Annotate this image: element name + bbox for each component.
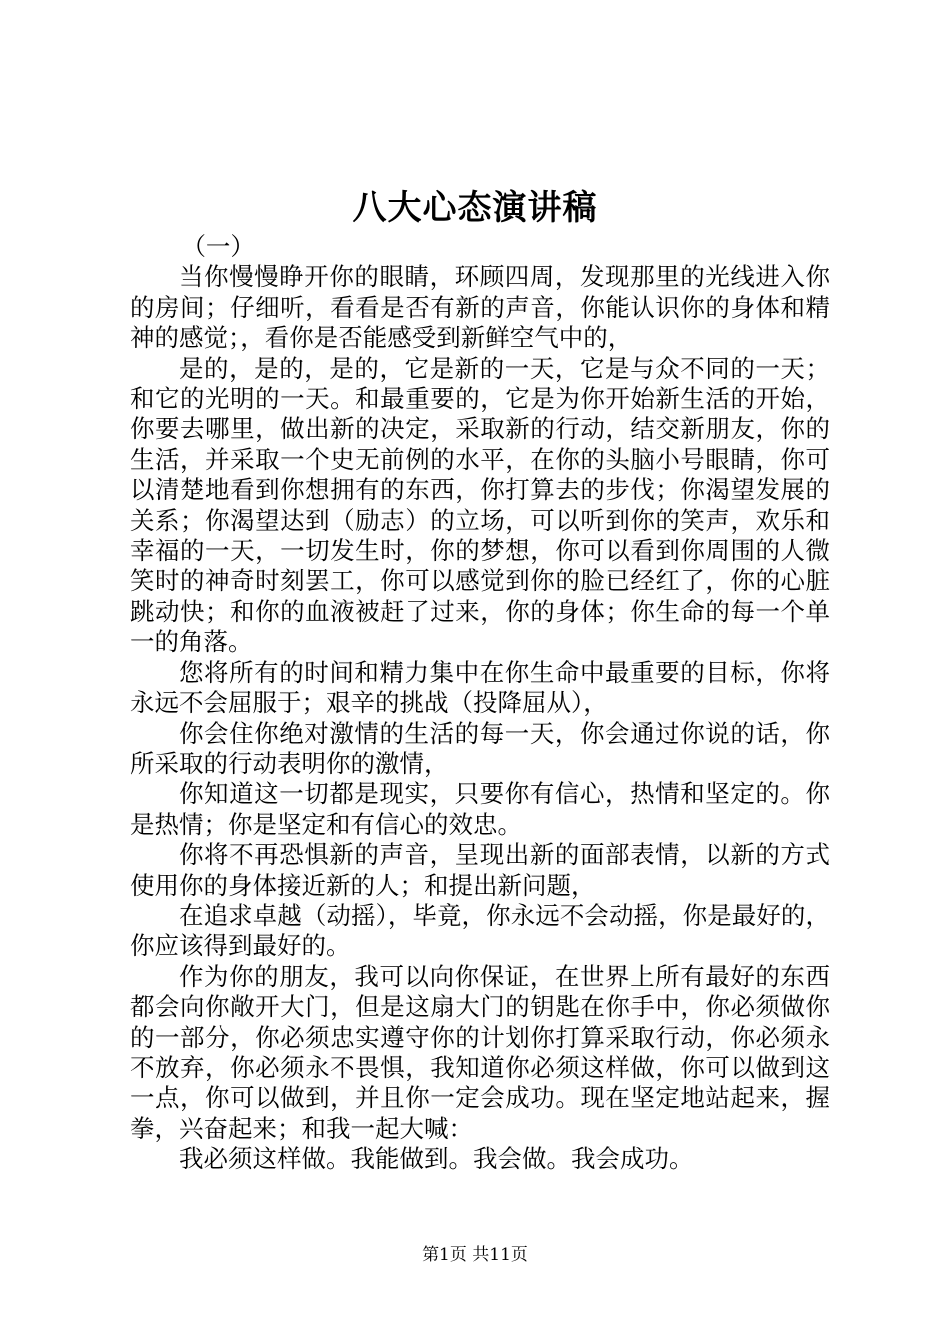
page-footer: 第1页 共11页	[422, 1245, 528, 1265]
paragraph-6: 你将不再恐惧新的声音，呈现出新的面部表情，以新的方式使用你的身体接近新的人；和提出新问题，	[130, 840, 830, 900]
document-body	[130, 232, 830, 1175]
paragraph-2: 是的，是的，是的，它是新的一天，它是与众不同的一天；和它的光明的一天。和最重要的，它是为你开始新生活的开始，你要去哪里，做出新的决定，采取新的行动，结交新朋友，你的生活，并采取一个史无前例的水平，在你的头脑小号眼睛，你可以清楚地看到你想拥有的东西，你打算去的步伐；你渴望发展的关系；你渴望达到（励志）的立场，可以听到你的笑声，欢乐和幸福的一天，一切发生时，你的梦想，你可以看到你周围的人微笑时的神奇时刻罢工，你可以感觉到你的脸已经红了，你的心脏跳动快；和你的血液被赶了过来，你的身体；你生命的每一个单一的角落。	[130, 353, 830, 657]
paragraph-8: 作为你的朋友，我可以向你保证，在世界上所有最好的东西都会向你敞开大门，但是这扇大门的钥匙在你手中，你必须做你的一部分，你必须忠实遵守你的计划你打算采取行动，你必须永不放弃，你必须永不畏惧，我知道你必须这样做，你可以做到这一点，你可以做到，并且你一定会成功。现在坚定地站起来，握拳，兴奋起来；和我一起大喊：	[130, 961, 830, 1143]
paragraph-5: 你知道这一切都是现实，只要你有信心，热情和坚定的。你是热情；你是坚定和有信心的效忠。	[130, 779, 830, 839]
paragraph-7: 在追求卓越（动摇），毕竟，你永远不会动摇，你是最好的，你应该得到最好的。	[130, 900, 830, 961]
paragraph-1: 当你慢慢睁开你的眼睛，环顾四周，发现那里的光线进入你的房间；仔细听，看看是否有新的声音，你能认识你的身体和精神的感觉；，看你是否能感受到新鲜空气中的，	[130, 262, 830, 353]
paragraph-4: 你会住你绝对激情的生活的每一天，你会通过你说的话，你所采取的行动表明你的激情，	[130, 718, 830, 778]
section-label: （一）	[181, 232, 255, 261]
document-title: 八大心态演讲稿	[352, 188, 598, 228]
paragraph-3: 您将所有的时间和精力集中在你生命中最重要的目标，你将永远不会屈服于；艰辛的挑战（投降屈从），	[130, 657, 830, 718]
paragraph-9: 我必须这样做。我能做到。我会做。我会成功。	[179, 1144, 694, 1174]
